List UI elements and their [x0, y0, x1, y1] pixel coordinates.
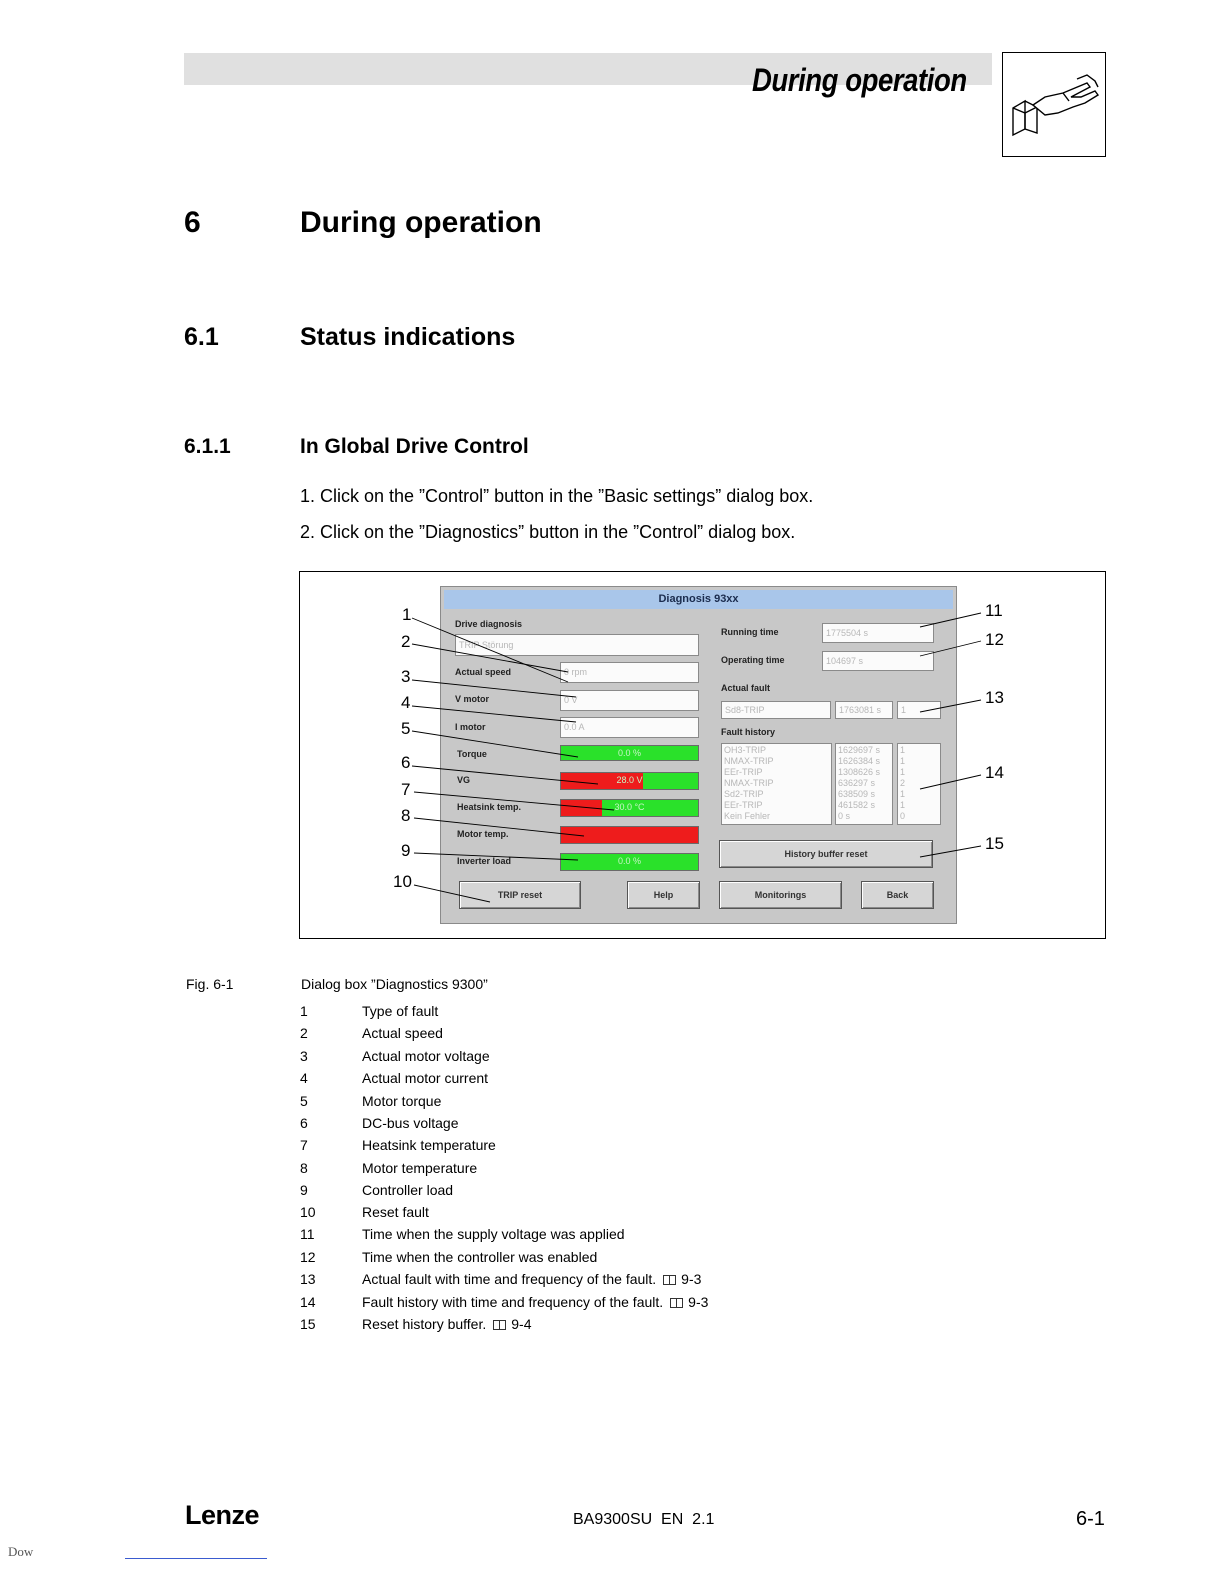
- callout-10: 10: [393, 872, 412, 891]
- download-underline: [125, 1558, 267, 1559]
- list-item: 0 s: [838, 811, 851, 821]
- legend-num: 5: [300, 1093, 308, 1109]
- step-1: 1. Click on the ”Control” button in the ”Basic settings” dialog box.: [300, 486, 814, 506]
- actual-speed-field[interactable]: 0 rpm: [560, 662, 699, 683]
- list-item: 461582 s: [838, 800, 876, 810]
- legend-text: Controller load: [362, 1182, 454, 1198]
- leader-6: [412, 766, 598, 784]
- legend-text: Time when the controller was enabled: [362, 1249, 598, 1265]
- inverter-load-value: 0.0 %: [617, 856, 641, 866]
- legend-ref[interactable]: 9-3: [681, 1271, 702, 1287]
- back-button[interactable]: Back: [861, 881, 934, 909]
- list-item: 638509 s: [838, 789, 876, 799]
- callout-9: 9: [401, 841, 411, 860]
- legend-num: 4: [300, 1070, 308, 1086]
- legend-num: 13: [300, 1271, 316, 1287]
- drive-diagnosis-field[interactable]: TRIP Störung: [455, 634, 699, 656]
- legend-text: DC-bus voltage: [362, 1115, 459, 1131]
- book-icon: [670, 1298, 683, 1308]
- legend-num: 10: [300, 1204, 316, 1220]
- leader-3: [412, 680, 576, 697]
- leader-10: [414, 885, 490, 902]
- operating-time-field[interactable]: 104697 s: [822, 651, 934, 671]
- legend-num: 2: [300, 1025, 308, 1041]
- callout-13: 13: [985, 688, 1004, 707]
- leader-7: [414, 792, 614, 810]
- lenze-logo: Lenze: [185, 1500, 260, 1530]
- subsection-title: In Global Drive Control: [300, 435, 529, 458]
- callout-1: 1: [402, 605, 412, 624]
- legend-text: Actual motor current: [362, 1070, 489, 1086]
- legend-num: 6: [300, 1115, 308, 1131]
- callout-6: 6: [401, 753, 411, 772]
- list-item: 1: [900, 800, 906, 810]
- subsection-number: 6.1.1: [184, 435, 231, 458]
- callout-12: 12: [985, 630, 1004, 649]
- legend-text: Motor torque: [362, 1093, 442, 1109]
- list-item: 1: [900, 789, 906, 799]
- leader-15: [920, 846, 981, 857]
- torque-label: Torque: [457, 749, 487, 759]
- legend-text: Actual motor voltage: [362, 1048, 490, 1064]
- section-number: 6.1: [184, 323, 219, 351]
- actual-fault-time[interactable]: 1763081 s: [835, 701, 893, 719]
- actual-fault-name[interactable]: Sd8-TRIP: [721, 701, 831, 719]
- legend-text: Fault history with time and frequency of the fault.: [362, 1294, 664, 1310]
- list-item: OH3-TRIP: [724, 745, 767, 755]
- list-item: 1626384 s: [838, 756, 881, 766]
- callout-15: 15: [985, 834, 1004, 853]
- help-button[interactable]: Help: [627, 881, 700, 909]
- leader-14: [920, 775, 981, 789]
- list-item: EEr-TRIP: [724, 800, 763, 810]
- actual-speed-label: Actual speed: [455, 667, 512, 677]
- list-item: Kein Fehler: [724, 811, 771, 821]
- legend-num: 14: [300, 1294, 316, 1310]
- callout-2: 2: [401, 632, 411, 651]
- vg-label: VG: [457, 775, 471, 785]
- chapter-title: During operation: [300, 206, 542, 239]
- book-icon: [663, 1275, 676, 1285]
- legend-item-15: [362, 1316, 531, 1332]
- callout-5: 5: [401, 719, 411, 738]
- download-link[interactable]: Dow: [8, 1544, 34, 1559]
- list-item: 1: [900, 756, 906, 766]
- trip-reset-button[interactable]: TRIP reset: [459, 881, 581, 909]
- legend-num: 9: [300, 1182, 308, 1198]
- list-item: 1: [900, 767, 906, 777]
- page-number: 6-1: [1076, 1508, 1105, 1530]
- legend-text: Actual fault with time and frequency of the fault.: [362, 1271, 657, 1287]
- leader-12: [920, 641, 981, 656]
- list-item: 1: [900, 745, 906, 755]
- callout-3: 3: [401, 667, 411, 686]
- section-title: Status indications: [300, 323, 516, 351]
- legend-text: Heatsink temperature: [362, 1137, 496, 1153]
- heatsink-value: 30.0 °C: [614, 802, 645, 812]
- legend-num: 15: [300, 1316, 316, 1332]
- header-title: During operation: [752, 62, 967, 98]
- leader-9: [414, 853, 578, 860]
- document-code: BA9300SU EN 2.1: [573, 1511, 715, 1528]
- leader-13: [920, 700, 981, 712]
- leader-4: [412, 706, 576, 722]
- vmotor-field[interactable]: 0 V: [560, 690, 699, 711]
- legend-text: Reset fault: [362, 1204, 429, 1220]
- book-icon: [493, 1320, 506, 1330]
- list-item: Sd2-TRIP: [724, 789, 764, 799]
- legend-text: Reset history buffer.: [362, 1316, 487, 1332]
- list-item: NMAX-TRIP: [724, 756, 774, 766]
- leader-5: [412, 731, 578, 757]
- legend-text: Type of fault: [362, 1003, 439, 1019]
- vmotor-label: V motor: [455, 694, 490, 704]
- legend-num: 8: [300, 1160, 308, 1176]
- legend-num: 11: [300, 1226, 315, 1242]
- leader-8: [414, 818, 584, 836]
- list-item: 1629697 s: [838, 745, 881, 755]
- history-buffer-reset-button[interactable]: History buffer reset: [719, 840, 933, 868]
- legend-ref[interactable]: 9-3: [688, 1294, 709, 1310]
- callout-11: 11: [985, 601, 1003, 620]
- list-item: NMAX-TRIP: [724, 778, 774, 788]
- imotor-field[interactable]: 0.0 A: [560, 717, 699, 738]
- actual-fault-label: Actual fault: [721, 683, 771, 693]
- heatsink-label: Heatsink temp.: [457, 802, 522, 812]
- legend-text: Motor temperature: [362, 1160, 478, 1176]
- callout-7: 7: [401, 780, 411, 799]
- motor-temp-label: Motor temp.: [457, 829, 509, 839]
- list-item: 636297 s: [838, 778, 876, 788]
- callout-8: 8: [401, 806, 411, 825]
- legend-item-13: [362, 1271, 701, 1287]
- torque-value: 0.0 %: [617, 748, 641, 758]
- leader-11: [920, 613, 981, 627]
- list-item: 2: [900, 778, 906, 788]
- legend-num: 7: [300, 1137, 308, 1153]
- leader-1: [412, 618, 568, 682]
- chapter-number: 6: [184, 206, 201, 239]
- imotor-label: I motor: [455, 722, 486, 732]
- figure-caption: Dialog box ”Diagnostics 9300”: [301, 976, 488, 992]
- callout-14: 14: [985, 763, 1004, 782]
- legend-num: 12: [300, 1249, 316, 1265]
- list-item: 0: [900, 811, 906, 821]
- running-time-field[interactable]: 1775504 s: [822, 623, 934, 643]
- monitorings-button[interactable]: Monitorings: [719, 881, 842, 909]
- vg-value: 28.0 V: [616, 775, 643, 785]
- legend-ref[interactable]: 9-4: [511, 1316, 532, 1332]
- operating-time-label: Operating time: [721, 655, 785, 665]
- legend-text: Time when the supply voltage was applied: [362, 1226, 625, 1242]
- legend-text: Actual speed: [362, 1025, 443, 1041]
- figure-label: Fig. 6-1: [186, 976, 234, 992]
- inverter-load-label: Inverter load: [457, 856, 512, 866]
- leader-2: [412, 644, 568, 672]
- legend-num: 1: [300, 1003, 308, 1019]
- list-item: 1308626 s: [838, 767, 881, 777]
- list-item: EEr-TRIP: [724, 767, 763, 777]
- step-2: 2. Click on the ”Diagnostics” button in the ”Control” dialog box.: [300, 522, 796, 542]
- fault-history-label: Fault history: [721, 727, 776, 737]
- callout-4: 4: [401, 693, 411, 712]
- actual-fault-count[interactable]: 1: [897, 701, 941, 719]
- dialog-title: Diagnosis 93xx: [444, 590, 953, 609]
- running-time-label: Running time: [721, 627, 779, 637]
- legend-num: 3: [300, 1048, 308, 1064]
- legend-item-14: [362, 1294, 708, 1310]
- drive-diagnosis-label: Drive diagnosis: [455, 619, 523, 629]
